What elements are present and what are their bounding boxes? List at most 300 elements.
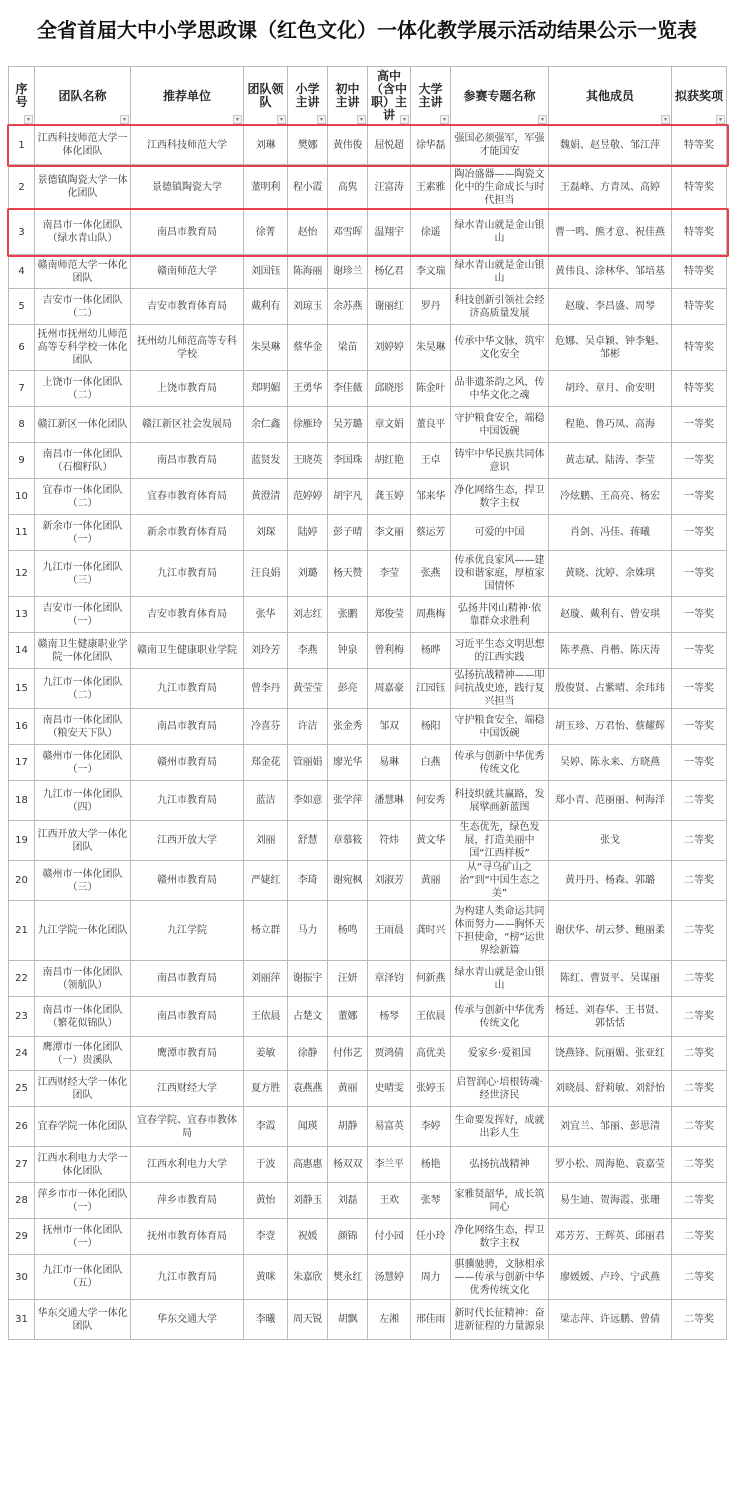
cell-award: 二等奖 [672,1255,727,1300]
cell-topic: 为构建人类命运共同体而努力——胸怀天下担使命，“榜”运世界绘新篇 [451,901,549,961]
cell-unit: 江西开放大学 [131,821,244,861]
cell-team: 赣江新区一体化团队 [35,407,131,443]
table-row [9,709,727,745]
cell-leader: 郑明媚 [244,371,288,407]
table-row [9,821,727,861]
cell-no: 2 [9,165,35,210]
cell-leader: 刘琛 [244,515,288,551]
cell-senior: 李文丽 [368,515,411,551]
cell-primary: 管丽娟 [288,745,328,781]
cell-senior: 章泽钧 [368,961,411,997]
cell-leader: 刘丽 [244,821,288,861]
cell-senior: 杨亿君 [368,255,411,289]
cell-members: 王磊峰、方青凤、高婷 [549,165,672,210]
header-label: 推荐单位 [162,88,211,103]
cell-college: 杨艳 [411,1147,451,1183]
cell-junior: 彭亮 [328,669,368,709]
cell-college: 陈金叶 [411,371,451,407]
cell-college: 董良平 [411,407,451,443]
cell-team: 南昌市一体化团队（绿水青山队） [35,210,131,255]
cell-members: 肖剑、冯佳、蒋曦 [549,515,672,551]
cell-college: 周力 [411,1255,451,1300]
dropdown-filter-icon[interactable]: ▾ [716,115,725,124]
cell-unit: 赣南师范大学 [131,255,244,289]
cell-topic: 绿水青山就是金山银山 [451,210,549,255]
cell-topic: 生命要发挥好，成就出彩人生 [451,1107,549,1147]
cell-topic: 生态优先，绿色发展，打造美丽中国“江西样板” [451,821,549,861]
cell-primary: 马力 [288,901,328,961]
cell-primary: 李燕 [288,633,328,669]
table-row [9,407,727,443]
cell-unit: 吉安市教育体育局 [131,289,244,325]
cell-topic: 陶冶盛器——陶瓷文化中的生命成长与时代担当 [451,165,549,210]
header-label: 团队名称 [58,88,107,103]
cell-leader: 姜敏 [244,1037,288,1071]
cell-team: 宜春市一体化团队（二） [35,479,131,515]
cell-college: 罗丹 [411,289,451,325]
cell-college: 邢佳雨 [411,1300,451,1340]
cell-team: 江西开放大学一体化团队 [35,821,131,861]
cell-team: 江西水利电力大学一体化团队 [35,1147,131,1183]
cell-team: 九江学院一体化团队 [35,901,131,961]
header-col-college [411,67,451,126]
cell-topic: 传承优良家风——建设和谐家庭，厚植家国情怀 [451,551,549,597]
cell-award: 二等奖 [672,997,727,1037]
cell-primary: 王勇华 [288,371,328,407]
table-row [9,371,727,407]
dropdown-filter-icon[interactable]: ▾ [317,115,326,124]
cell-primary: 李琦 [288,861,328,901]
header-col-leader [244,67,288,126]
cell-topic: 启智润心·培根铸魂·经世济民 [451,1071,549,1107]
dropdown-filter-icon[interactable]: ▾ [24,115,33,124]
cell-award: 一等奖 [672,669,727,709]
cell-topic: 品非遗茶韵之风，传中华文化之魂 [451,371,549,407]
dropdown-filter-icon[interactable]: ▾ [233,115,242,124]
cell-team: 抚州市抚州幼儿师范高等专科学校一体化团队 [35,325,131,371]
cell-leader: 朱昊琳 [244,325,288,371]
cell-members: 罗小松、周海艳、袁嘉莹 [549,1147,672,1183]
cell-leader: 戴利有 [244,289,288,325]
cell-leader: 夏方胜 [244,1071,288,1107]
cell-no: 28 [9,1183,35,1219]
cell-unit: 抚州市教育体育局 [131,1219,244,1255]
cell-no: 20 [9,861,35,901]
cell-award: 特等奖 [672,325,727,371]
cell-leader: 余仁鑫 [244,407,288,443]
cell-primary: 祝媛 [288,1219,328,1255]
cell-topic: 爱家乡·爱祖国 [451,1037,549,1071]
cell-award: 二等奖 [672,1219,727,1255]
cell-senior: 杨琴 [368,997,411,1037]
cell-topic: 从“寻乌矿山之治”到“中国生态之美” [451,861,549,901]
cell-unit: 宜春市教育体育局 [131,479,244,515]
cell-senior: 章文娟 [368,407,411,443]
cell-award: 特等奖 [672,165,727,210]
dropdown-filter-icon[interactable]: ▾ [120,115,129,124]
cell-award: 二等奖 [672,1183,727,1219]
cell-junior: 刘磊 [328,1183,368,1219]
cell-junior: 汪妍 [328,961,368,997]
cell-members: 赵璇、戴利有、曾安琪 [549,597,672,633]
cell-junior: 廖光华 [328,745,368,781]
table-row [9,443,727,479]
cell-no: 7 [9,371,35,407]
cell-leader: 郑金花 [244,745,288,781]
table-row [9,669,727,709]
cell-members: 陈红、曹贤平、吴谋丽 [549,961,672,997]
cell-topic: 守护粮食安全，端稳中国饭碗 [451,407,549,443]
cell-no: 24 [9,1037,35,1071]
cell-topic: 习近平生态文明思想的江西实践 [451,633,549,669]
cell-primary: 赵怡 [288,210,328,255]
cell-unit: 上饶市教育局 [131,371,244,407]
dropdown-filter-icon[interactable]: ▾ [538,115,547,124]
cell-college: 张婷玉 [411,1071,451,1107]
cell-team: 华东交通大学一体化团队 [35,1300,131,1340]
cell-senior: 史晴雯 [368,1071,411,1107]
header-label: 初中主讲 [335,82,360,109]
cell-no: 23 [9,997,35,1037]
cell-primary: 袁燕燕 [288,1071,328,1107]
table-row [9,1071,727,1107]
cell-topic: 绿水青山就是金山银山 [451,255,549,289]
cell-members: 张戈 [549,821,672,861]
header-label: 参赛专题名称 [463,88,536,103]
cell-primary: 樊娜 [288,126,328,165]
cell-primary: 朱嘉欣 [288,1255,328,1300]
cell-college: 李文瑞 [411,255,451,289]
cell-award: 特等奖 [672,371,727,407]
cell-college: 王卓 [411,443,451,479]
cell-members: 谢伏华、胡云梦、鲍丽柔 [549,901,672,961]
cell-primary: 周天锐 [288,1300,328,1340]
cell-primary: 王晓英 [288,443,328,479]
cell-senior: 李莹 [368,551,411,597]
cell-unit: 江西水利电力大学 [131,1147,244,1183]
cell-leader: 董明利 [244,165,288,210]
cell-primary: 占楚文 [288,997,328,1037]
cell-award: 二等奖 [672,861,727,901]
cell-unit: 鹰潭市教育局 [131,1037,244,1071]
cell-award: 一等奖 [672,443,727,479]
header-col-no [9,67,35,126]
cell-leader: 黄澄清 [244,479,288,515]
cell-primary: 刘志红 [288,597,328,633]
cell-team: 赣州市一体化团队（三） [35,861,131,901]
cell-junior: 黄丽 [328,1071,368,1107]
cell-senior: 易富英 [368,1107,411,1147]
cell-members: 胡玉珍、万君怡、蔡耀辉 [549,709,672,745]
cell-award: 特等奖 [672,289,727,325]
cell-unit: 赣州市教育局 [131,745,244,781]
cell-senior: 温翔宇 [368,210,411,255]
cell-junior: 李国珠 [328,443,368,479]
cell-topic: 弘扬抗战精神 [451,1147,549,1183]
cell-primary: 黄莹莹 [288,669,328,709]
cell-senior: 符炜 [368,821,411,861]
cell-no: 19 [9,821,35,861]
cell-junior: 章慕筱 [328,821,368,861]
cell-members: 胡玲、章月、俞安明 [549,371,672,407]
cell-leader: 黄咪 [244,1255,288,1300]
cell-award: 二等奖 [672,961,727,997]
cell-members: 梁志萍、许远鹏、曾倩 [549,1300,672,1340]
cell-primary: 许洁 [288,709,328,745]
table-row [9,551,727,597]
table-row [9,325,727,371]
cell-no: 22 [9,961,35,997]
cell-leader: 汪良娟 [244,551,288,597]
cell-no: 31 [9,1300,35,1340]
cell-leader: 张华 [244,597,288,633]
cell-no: 5 [9,289,35,325]
cell-junior: 张鹏 [328,597,368,633]
cell-members: 魏娟、赵昱敬、邹江萍 [549,126,672,165]
table-row [9,289,727,325]
cell-topic: 强国必须强军，军强才能国安 [451,126,549,165]
table-row [9,1219,727,1255]
cell-college: 何安秀 [411,781,451,821]
header-label: 序号 [15,82,28,109]
cell-college: 徐遥 [411,210,451,255]
cell-award: 二等奖 [672,1107,727,1147]
header-col-senior [368,67,411,126]
cell-primary: 谢振宇 [288,961,328,997]
cell-unit: 景德镇陶瓷大学 [131,165,244,210]
cell-unit: 新余市教育体育局 [131,515,244,551]
cell-college: 黄文华 [411,821,451,861]
cell-leader: 刘玲芳 [244,633,288,669]
cell-no: 9 [9,443,35,479]
cell-college: 徐华磊 [411,126,451,165]
cell-award: 二等奖 [672,1147,727,1183]
cell-members: 饶燕锋、阮丽媚、张亚红 [549,1037,672,1071]
cell-junior: 余苏燕 [328,289,368,325]
cell-senior: 周嘉豪 [368,669,411,709]
cell-award: 一等奖 [672,709,727,745]
cell-team: 吉安市一体化团队（二） [35,289,131,325]
cell-no: 11 [9,515,35,551]
cell-unit: 南昌市教育局 [131,961,244,997]
cell-leader: 于波 [244,1147,288,1183]
dropdown-filter-icon[interactable]: ▾ [277,115,286,124]
cell-junior: 李佳薇 [328,371,368,407]
cell-members: 曹一鸣、熊才意、祝佳燕 [549,210,672,255]
cell-college: 周燕梅 [411,597,451,633]
cell-senior: 王雨晨 [368,901,411,961]
cell-junior: 付伟艺 [328,1037,368,1071]
cell-college: 蔡运芳 [411,515,451,551]
header-col-topic [451,67,549,126]
cell-junior: 谢珍兰 [328,255,368,289]
cell-college: 高优美 [411,1037,451,1071]
cell-leader: 李壹 [244,1219,288,1255]
cell-award: 特等奖 [672,126,727,165]
cell-junior: 颜锦 [328,1219,368,1255]
cell-members: 邓芳芳、王辉英、邱丽君 [549,1219,672,1255]
cell-topic: 新时代长征精神：奋进新征程的力量源泉 [451,1300,549,1340]
table-row [9,515,727,551]
table-row [9,210,727,255]
cell-award: 一等奖 [672,745,727,781]
dropdown-filter-icon[interactable]: ▾ [661,115,670,124]
cell-team: 南昌市一体化团队（石榴籽队） [35,443,131,479]
cell-senior: 曾利梅 [368,633,411,669]
cell-leader: 刘国钰 [244,255,288,289]
cell-senior: 王欢 [368,1183,411,1219]
cell-award: 二等奖 [672,1071,727,1107]
cell-unit: 宜春学院、宜春市教体局 [131,1107,244,1147]
cell-team: 赣州市一体化团队（一） [35,745,131,781]
table-row [9,255,727,289]
page-title: 全省首届大中小学思政课（红色文化）一体化教学展示活动结果公示一览表 [37,18,697,42]
cell-college: 朱昊琳 [411,325,451,371]
cell-junior: 杨鸣 [328,901,368,961]
cell-topic: 传承中华文脉，筑牢文化安全 [451,325,549,371]
cell-team: 新余市一体化团队（一） [35,515,131,551]
cell-senior: 龚玉婷 [368,479,411,515]
table-row [9,961,727,997]
cell-topic: 铸牢中华民族共同体意识 [451,443,549,479]
cell-senior: 易琳 [368,745,411,781]
cell-primary: 范婷婷 [288,479,328,515]
cell-members: 冷炫鹏、王高亮、杨宏 [549,479,672,515]
cell-senior: 潘慧琳 [368,781,411,821]
cell-college: 邹来华 [411,479,451,515]
cell-primary: 陈海丽 [288,255,328,289]
cell-topic: 家雅贤韶华，成长筑同心 [451,1183,549,1219]
cell-award: 一等奖 [672,633,727,669]
header-col-members [549,67,672,126]
cell-unit: 九江市教育局 [131,1255,244,1300]
table-row [9,597,727,633]
cell-primary: 刘璐 [288,551,328,597]
cell-unit: 九江市教育局 [131,669,244,709]
table-row [9,1037,727,1071]
cell-team: 南昌市一体化团队（粮安天下队） [35,709,131,745]
cell-award: 特等奖 [672,255,727,289]
cell-award: 二等奖 [672,821,727,861]
table-row [9,633,727,669]
cell-members: 殷俊贤、占紫晴、余玮玮 [549,669,672,709]
cell-unit: 南昌市教育局 [131,997,244,1037]
table-row [9,479,727,515]
cell-topic: 弘扬井冈山精神·依靠群众求胜利 [451,597,549,633]
cell-leader: 黄怡 [244,1183,288,1219]
cell-primary: 陆婷 [288,515,328,551]
cell-team: 九江市一体化团队（四） [35,781,131,821]
cell-primary: 李如意 [288,781,328,821]
cell-unit: 抚州幼儿师范高等专科学校 [131,325,244,371]
header-col-junior [328,67,368,126]
table-row [9,165,727,210]
cell-no: 8 [9,407,35,443]
cell-team: 吉安市一体化团队（一） [35,597,131,633]
cell-topic: 净化网络生态，捍卫数字主权 [451,479,549,515]
cell-team: 九江市一体化团队（三） [35,551,131,597]
cell-senior: 郑俊莹 [368,597,411,633]
header-col-team [35,67,131,126]
table-row [9,1107,727,1147]
cell-unit: 南昌市教育局 [131,709,244,745]
cell-primary: 高惠惠 [288,1147,328,1183]
cell-senior: 刘婷婷 [368,325,411,371]
cell-unit: 九江市教育局 [131,551,244,597]
header-col-primary [288,67,328,126]
cell-junior: 梁苗 [328,325,368,371]
table-row [9,1300,727,1340]
cell-unit: 赣江新区社会发展局 [131,407,244,443]
cell-college: 杨晔 [411,633,451,669]
cell-unit: 吉安市教育体育局 [131,597,244,633]
cell-topic: 可爱的中国 [451,515,549,551]
cell-primary: 闻瑛 [288,1107,328,1147]
cell-award: 一等奖 [672,479,727,515]
cell-leader: 王依晨 [244,997,288,1037]
cell-junior: 邓雪晖 [328,210,368,255]
cell-no: 6 [9,325,35,371]
header-label: 拟获奖项 [674,88,723,103]
cell-junior: 胡静 [328,1107,368,1147]
cell-no: 3 [9,210,35,255]
cell-college: 任小玲 [411,1219,451,1255]
cell-award: 一等奖 [672,597,727,633]
cell-no: 14 [9,633,35,669]
header-label: 小学主讲 [295,82,320,109]
cell-no: 1 [9,126,35,165]
cell-college: 龚时兴 [411,901,451,961]
cell-primary: 徐静 [288,1037,328,1071]
cell-junior: 胡飘 [328,1300,368,1340]
cell-team: 九江市一体化团队（二） [35,669,131,709]
cell-no: 25 [9,1071,35,1107]
cell-team: 宜春学院一体化团队 [35,1107,131,1147]
cell-leader: 曾李丹 [244,669,288,709]
cell-topic: 净化网络生态，捍卫数字主权 [451,1219,549,1255]
cell-award: 一等奖 [672,551,727,597]
cell-unit: 南昌市教育局 [131,210,244,255]
dropdown-filter-icon[interactable]: ▾ [357,115,366,124]
dropdown-filter-icon[interactable]: ▾ [400,115,409,124]
cell-unit: 九江学院 [131,901,244,961]
cell-team: 赣南卫生健康职业学院一体化团队 [35,633,131,669]
cell-team: 赣南师范大学一体化团队 [35,255,131,289]
cell-college: 张琴 [411,1183,451,1219]
table-row [9,1183,727,1219]
cell-senior: 邱晓彤 [368,371,411,407]
cell-junior: 高隽 [328,165,368,210]
cell-unit: 赣南卫生健康职业学院 [131,633,244,669]
table-row [9,997,727,1037]
table-row [9,781,727,821]
cell-no: 18 [9,781,35,821]
cell-members: 吴婷、陈永来、方晓燕 [549,745,672,781]
cell-unit: 华东交通大学 [131,1300,244,1340]
dropdown-filter-icon[interactable]: ▾ [440,115,449,124]
cell-no: 27 [9,1147,35,1183]
cell-leader: 李曦 [244,1300,288,1340]
cell-no: 10 [9,479,35,515]
cell-primary: 徐雁玲 [288,407,328,443]
cell-senior: 汤慧婷 [368,1255,411,1300]
cell-team: 鹰潭市一体化团队（一）贵溪队 [35,1037,131,1071]
cell-junior: 胡宇凡 [328,479,368,515]
cell-no: 13 [9,597,35,633]
cell-junior: 黄伟俊 [328,126,368,165]
cell-members: 刘晓晨、舒莉敏、刘舒怡 [549,1071,672,1107]
cell-team: 九江市一体化团队（五） [35,1255,131,1300]
